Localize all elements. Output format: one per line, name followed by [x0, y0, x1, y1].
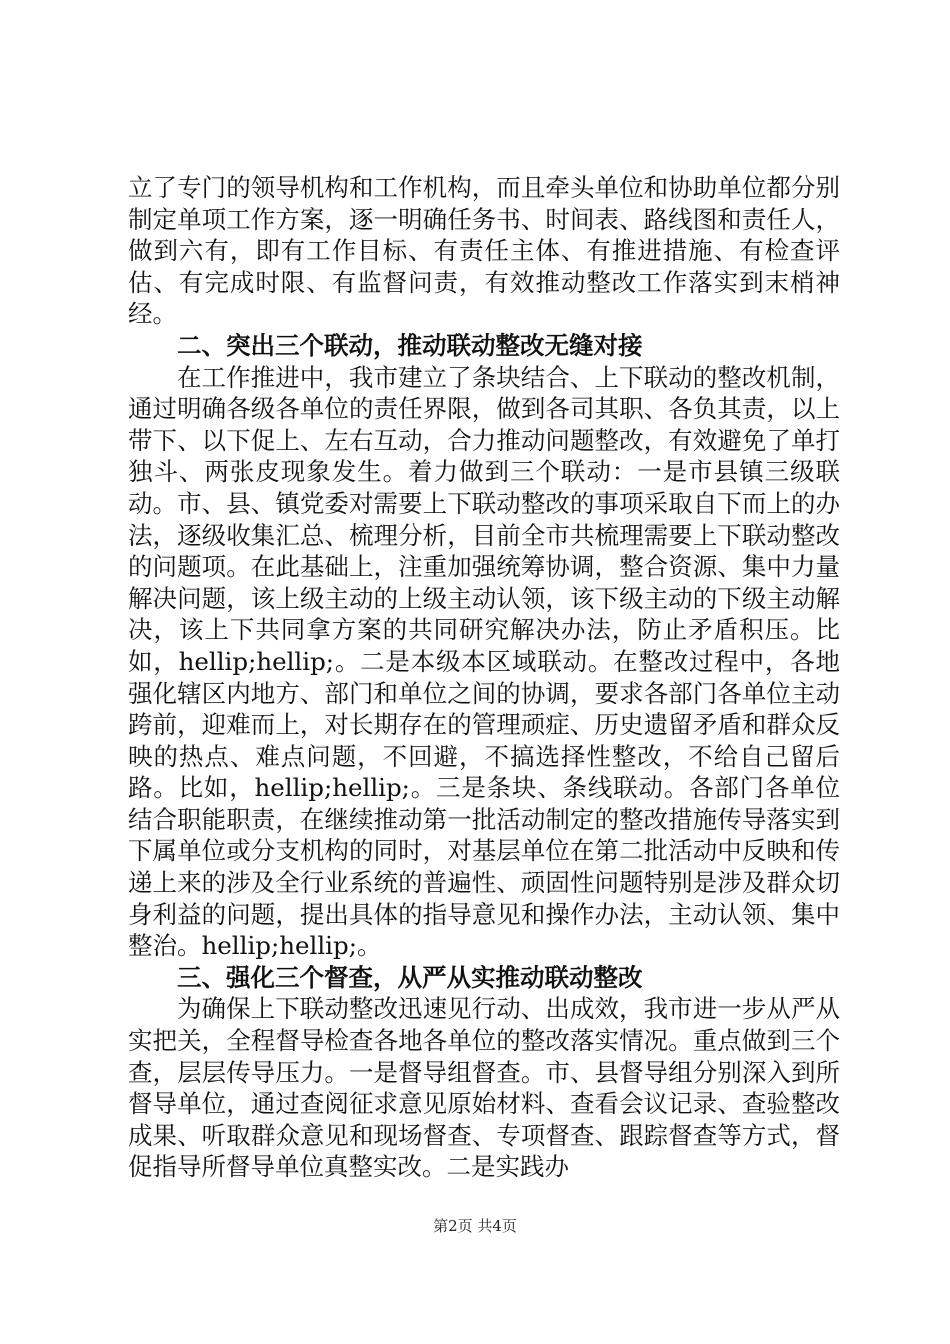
section-heading: 三、强化三个督查，从严从实推动联动整改: [177, 962, 643, 992]
body-paragraph: 在工作推进中，我市建立了条块结合、上下联动的整改机制，通过明确各级各单位的责任界限，做到各司其职、各负其责，以上带下、以下促上、左右互动，合力推动问题整改，有效避免了单打独斗、两张皮现象发生。着力做到三个联动：一是市县镇三级联动。市、县、镇党委对需要上下联动整改的事项采取自下而上的办法，逐级收集汇总、梳理分析，目前全市共梳理需要上下联动整改的问题项。在此基础上，注重加强统筹协调，整合资源、集中力量解决问题，该上级主动的上级主动认领，该下级主动的下级主动解决，该上下共同拿方案的共同研究解决办法，防止矛盾积压。比如，hellip;hellip;。二是本级本区域联动。在整改过程中，各地强化辖区内地方、部门和单位之间的协调，要求各部门各单位主动跨前，迎难而上，对长期存在的管理顽症、历史遗留矛盾和群众反映的热点、难点问题，不回避，不搞选择性整改，不给自己留后路。比如，hellip;hellip;。三是条块、条线联动。各部门各单位结合职能职责，在继续推动第一批活动制定的整改措施传导落实到下属单位或分支机构的同时，对基层单位在第二批活动中反映和传递上来的涉及全行业系统的普遍性、顽固性问题特别是涉及群众切身利益的问题，提出具体的指导意见和操作办法，主动认领、集中整治。hellip;hellip;。: [128, 362, 840, 961]
body-paragraph: 立了专门的领导机构和工作机构，而且牵头单位和协助单位都分别制定单项工作方案，逐一明确任务书、时间表、路线图和责任人，做到六有，即有工作目标、有责任主体、有推进措施、有检查评估、有完成时限、有监督问责，有效推动整改工作落实到末梢神经。: [128, 173, 840, 329]
section-heading: 二、突出三个联动，推动联动整改无缝对接: [177, 330, 643, 360]
page-number-footer: 第2页 共4页: [433, 1217, 517, 1235]
body-paragraph: 为确保上下联动整改迅速见行动、出成效，我市进一步从严从实把关，全程督导检查各地各单位的整改落实情况。重点做到三个查，层层传导压力。一是督导组督查。市、县督导组分别深入到所督导单位，通过查阅征求意见原始材料、查看会议记录、查验整改成果、听取群众意见和现场督查、专项督查、跟踪督查等方式，督促指导所督导单位真整实改。二是实践办: [128, 994, 840, 1182]
document-body: [128, 172, 840, 1183]
